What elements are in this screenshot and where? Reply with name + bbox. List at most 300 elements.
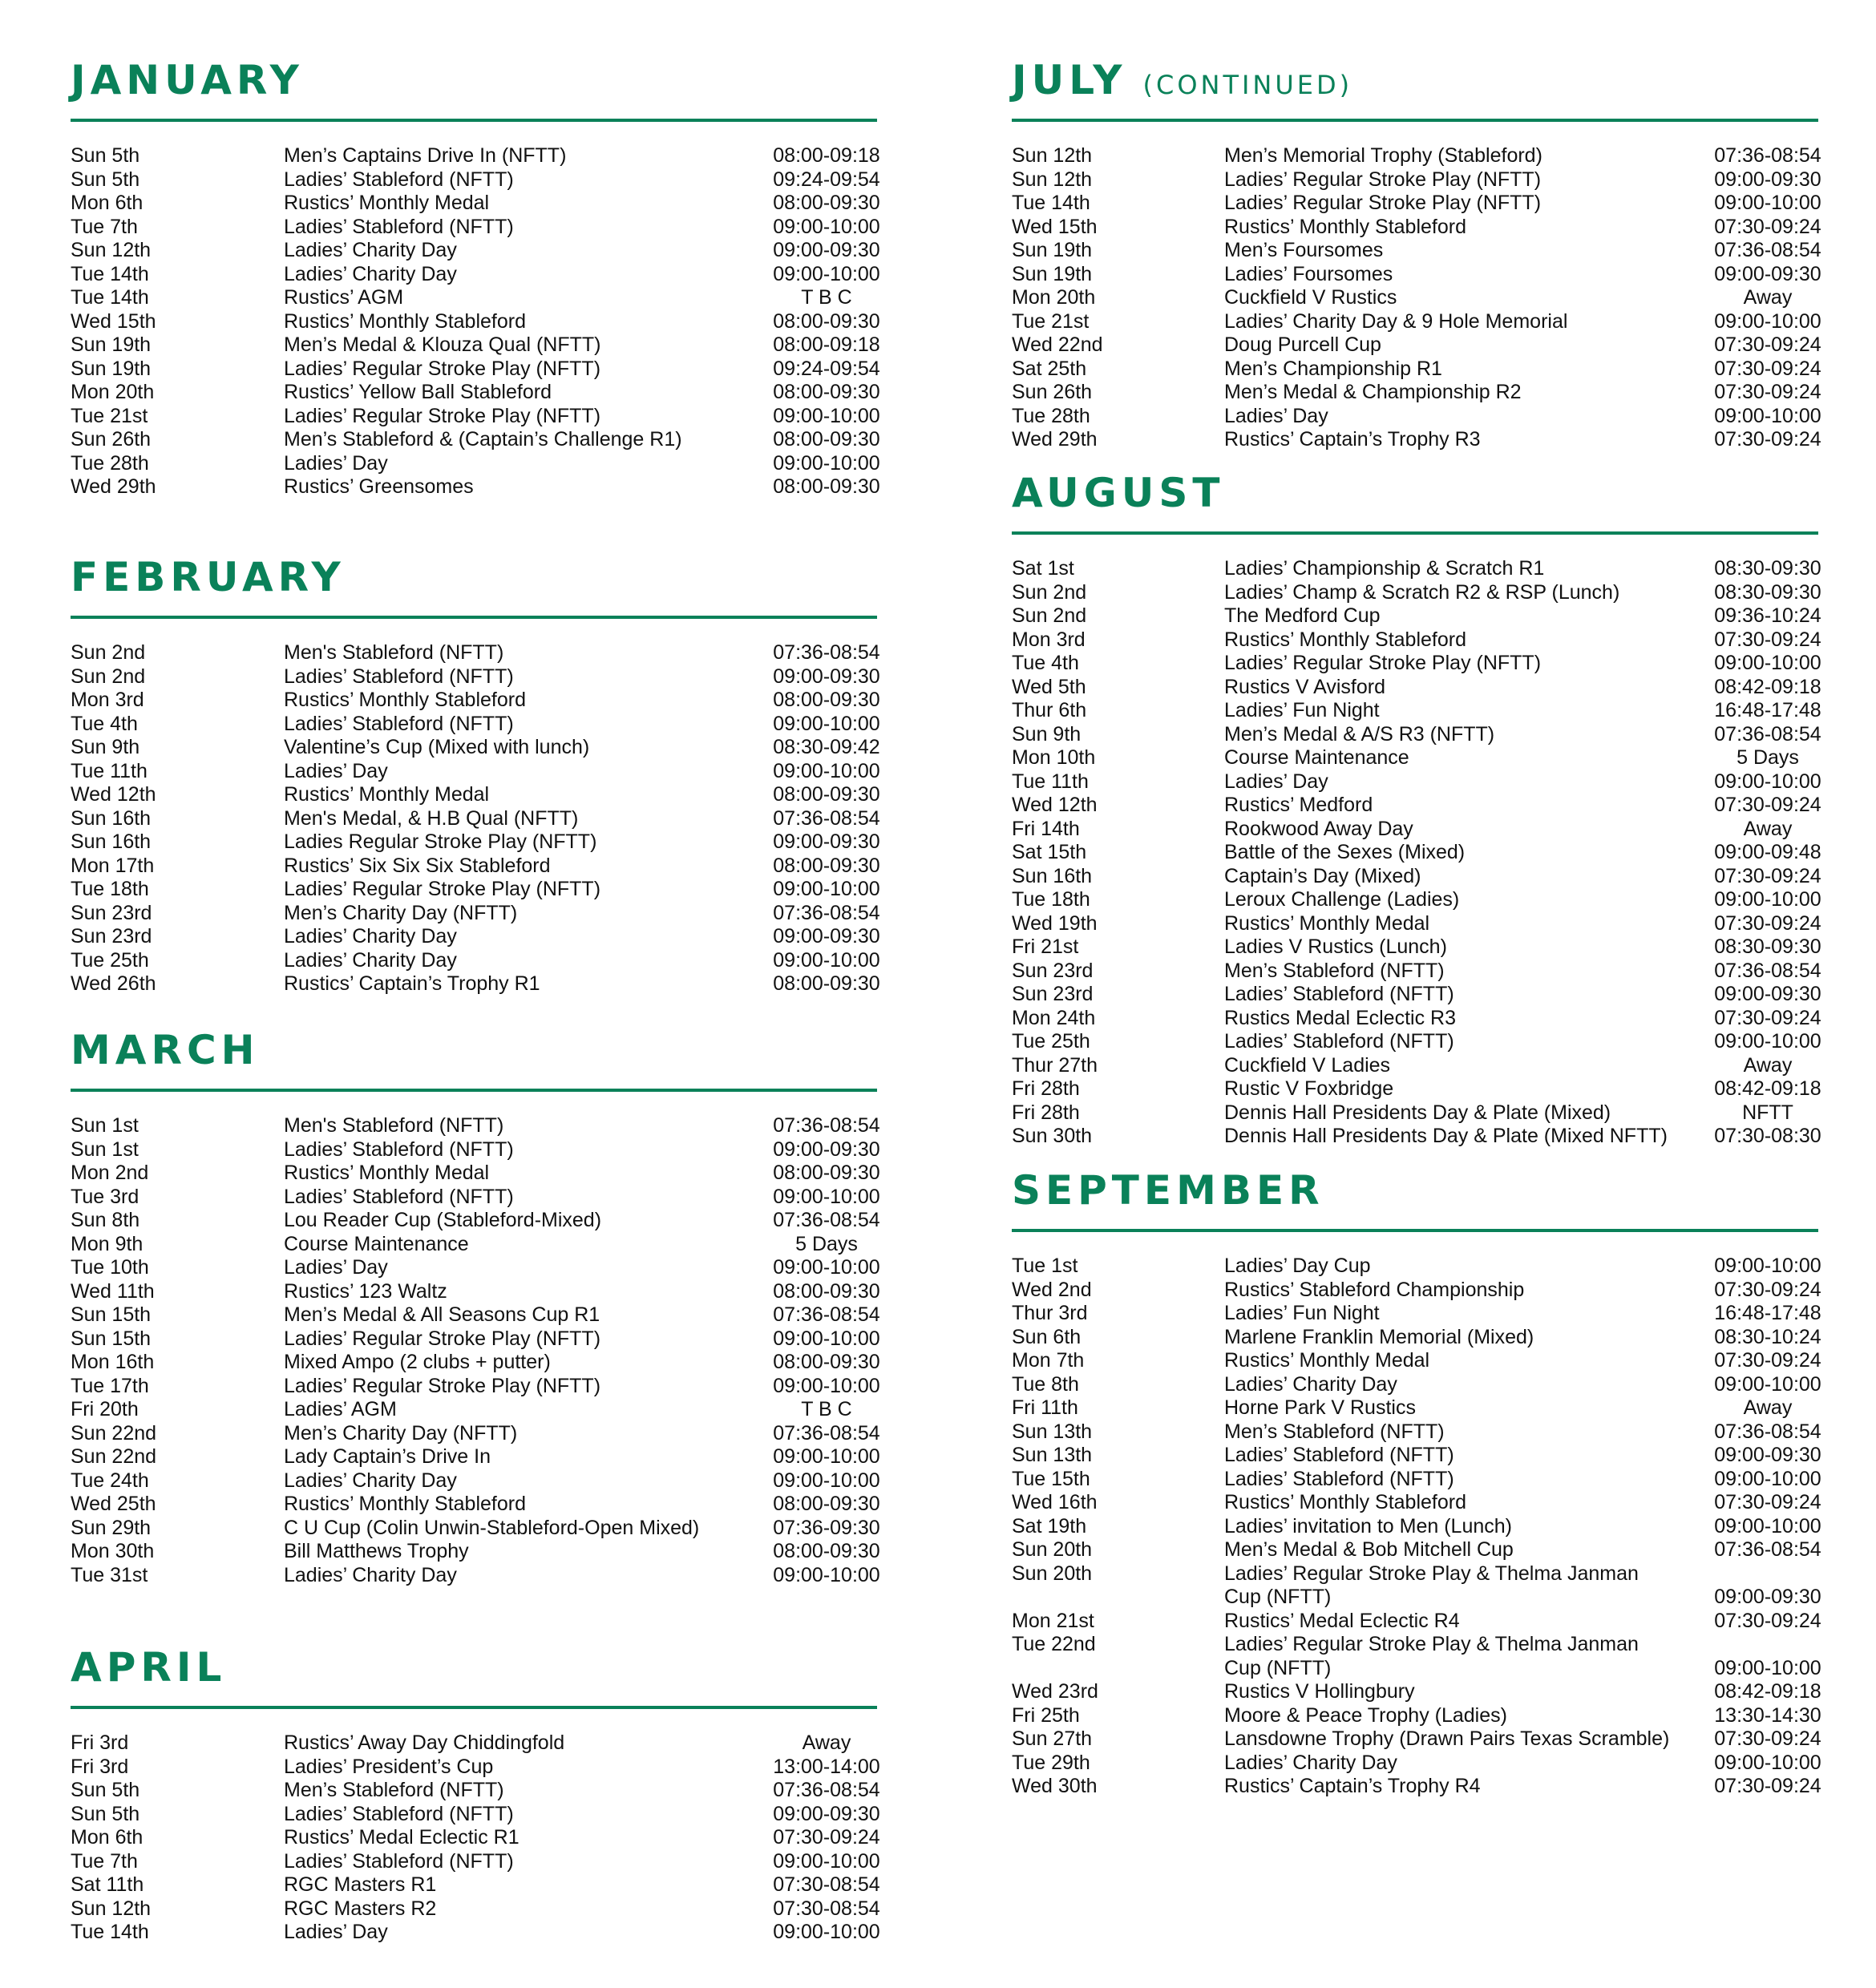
event-date: Mon 9th <box>71 1232 144 1255</box>
event-time: 09:00-10:00 <box>773 404 880 427</box>
event-date: Mon 20th <box>71 381 155 403</box>
event-name: Men’s Medal & A/S R3 (NFTT) <box>1224 722 1495 746</box>
event-date: Tue 14th <box>71 1921 149 1943</box>
event-time: 07:36-09:30 <box>773 1516 880 1539</box>
event-row <box>1012 1633 1830 1657</box>
event-name: Ladies’ Charity Day <box>284 262 457 285</box>
event-date: Tue 11th <box>71 759 148 782</box>
event-date: Fri 21st <box>1012 935 1079 958</box>
event-date: Tue 4th <box>1012 652 1079 674</box>
event-name: Ladies’ Charity Day <box>1224 1372 1397 1396</box>
event-time: 08:00-09:30 <box>773 381 880 403</box>
event-name: Men’s Memorial Trophy (Stableford) <box>1224 144 1542 167</box>
heading-divider <box>71 1706 877 1709</box>
event-row <box>71 144 888 168</box>
event-name: Ladies’ Charity Day <box>284 1469 457 1492</box>
event-name: Ladies’ Regular Stroke Play (NFTT) <box>284 1327 601 1350</box>
event-time: 16:48-17:48 <box>1714 1302 1821 1324</box>
event-name: Lou Reader Cup (Stableford-Mixed) <box>284 1209 602 1231</box>
event-date: Mon 17th <box>71 854 155 877</box>
event-date: Wed 11th <box>71 1279 155 1303</box>
event-row <box>1012 1727 1830 1752</box>
event-time: 09:00-10:00 <box>773 878 880 900</box>
event-date: Fri 11th <box>1012 1396 1078 1419</box>
month-title: JANUARY <box>71 57 304 103</box>
event-time: Away <box>1743 286 1793 309</box>
event-date: Tue 21st <box>71 404 148 427</box>
event-time: 09:00-10:00 <box>773 1185 880 1208</box>
event-date: Sun 1st <box>71 1114 139 1137</box>
event-row <box>71 1114 888 1138</box>
event-time: 08:00-09:30 <box>773 192 880 214</box>
event-row <box>71 641 888 665</box>
event-time: 09:00-09:48 <box>1714 841 1821 863</box>
event-name: Cup (NFTT) <box>1224 1656 1332 1679</box>
event-row <box>71 310 888 334</box>
event-name: Rustics’ Monthly Medal <box>1224 1349 1430 1372</box>
event-date: Mon 6th <box>71 1826 144 1849</box>
event-date: Tue 3rd <box>71 1185 139 1208</box>
event-time: 07:36-08:54 <box>1714 1420 1821 1443</box>
event-time: 07:30-09:24 <box>1714 1278 1821 1301</box>
event-row <box>1012 1279 1830 1303</box>
event-row <box>71 1422 888 1446</box>
event-time: 07:30-09:24 <box>1714 1775 1821 1797</box>
event-name: Ladies’ Stableford (NFTT) <box>284 712 514 735</box>
event-name: Rustics’ Monthly Medal <box>1224 911 1430 935</box>
month-title: APRIL <box>71 1644 227 1691</box>
event-row <box>71 783 888 807</box>
event-row <box>1012 628 1830 653</box>
event-date: Mon 16th <box>71 1351 155 1373</box>
event-time: 07:30-08:54 <box>773 1873 880 1896</box>
event-time: 09:00-10:00 <box>1714 1255 1821 1277</box>
event-time: 08:00-09:18 <box>773 333 880 356</box>
event-time: 5 Days <box>1737 746 1799 769</box>
event-name: Rustics’ Monthly Stableford <box>284 1493 526 1515</box>
event-date: Fri 25th <box>1012 1703 1080 1727</box>
event-list <box>1012 557 1830 1149</box>
event-date: Tue 22nd <box>1012 1633 1096 1655</box>
event-time: 07:36-08:54 <box>773 806 880 830</box>
event-date: Sun 5th <box>71 144 140 167</box>
event-date: Tue 21st <box>1012 309 1090 333</box>
event-time: 09:00-10:00 <box>773 1445 880 1468</box>
event-row <box>71 1256 888 1280</box>
event-row <box>71 1517 888 1541</box>
event-name: Rustics’ Monthly Stableford <box>1224 215 1466 238</box>
event-row <box>71 1850 888 1874</box>
event-date: Sun 2nd <box>71 641 146 664</box>
event-date: Tue 29th <box>1012 1751 1090 1774</box>
event-row <box>71 1897 888 1921</box>
event-name: Rustics’ Medal Eclectic R1 <box>284 1826 520 1849</box>
event-row <box>71 168 888 192</box>
event-date: Sun 12th <box>1012 144 1093 167</box>
event-time: 07:36-08:54 <box>1714 239 1821 261</box>
event-name: Men’s Captains Drive In (NFTT) <box>284 144 567 167</box>
event-name: Ladies’ Regular Stroke Play (NFTT) <box>1224 652 1542 674</box>
event-name: Ladies’ Day <box>284 759 388 782</box>
event-name: Rustics’ Monthly Medal <box>284 1162 490 1184</box>
event-time: Away <box>802 1731 851 1754</box>
event-time: 07:36-08:54 <box>1714 959 1821 982</box>
event-row <box>71 1327 888 1352</box>
event-time: 07:30-09:24 <box>1714 794 1821 816</box>
event-time: 09:00-10:00 <box>1714 1751 1821 1774</box>
event-row <box>71 1445 888 1469</box>
event-time: 09:00-10:00 <box>773 215 880 238</box>
event-time: 07:36-08:54 <box>773 1303 880 1326</box>
event-time: 07:30-09:24 <box>1714 215 1821 238</box>
event-time: 07:30-09:24 <box>1714 628 1821 651</box>
event-row <box>1012 1657 1830 1681</box>
event-time: 09:00-09:30 <box>773 239 880 261</box>
event-row <box>71 736 888 760</box>
event-row <box>71 1921 888 1945</box>
event-row <box>1012 1775 1830 1799</box>
event-date: Mon 10th <box>1012 746 1096 769</box>
event-date: Thur 6th <box>1012 699 1087 721</box>
event-row <box>71 263 888 287</box>
event-name: Ladies’ Regular Stroke Play (NFTT) <box>284 404 601 427</box>
event-date: Fri 28th <box>1012 1101 1080 1124</box>
event-row <box>1012 1302 1830 1326</box>
event-name: Ladies’ Regular Stroke Play (NFTT) <box>284 878 601 900</box>
event-name: Lady Captain’s Drive In <box>284 1445 491 1468</box>
event-row <box>71 1351 888 1375</box>
event-time: 09:00-10:00 <box>1714 770 1821 793</box>
event-row <box>1012 1396 1830 1420</box>
event-date: Sun 16th <box>71 830 152 853</box>
event-date: Tue 24th <box>71 1469 149 1492</box>
event-name: Rustics’ Six Six Six Stableford <box>284 854 551 877</box>
event-name: Ladies’ Stableford (NFTT) <box>284 1185 514 1208</box>
event-date: Sun 26th <box>1012 381 1093 403</box>
event-name: Cuckfield V Ladies <box>1224 1053 1391 1077</box>
event-name: Ladies’ Day <box>284 451 388 475</box>
event-date: Sun 23rd <box>1012 959 1094 982</box>
event-name: Ladies’ Foursomes <box>1224 262 1393 285</box>
event-name: Mixed Ampo (2 clubs + putter) <box>284 1351 551 1373</box>
event-date: Sun 1st <box>71 1137 139 1161</box>
event-name: Rustics’ Monthly Medal <box>284 192 490 214</box>
event-date: Sun 19th <box>1012 262 1093 285</box>
event-time: 08:00-09:30 <box>773 1540 880 1562</box>
event-name: Rustics’ Monthly Stableford <box>284 689 526 711</box>
event-date: Sun 8th <box>71 1209 140 1231</box>
event-date: Sat 1st <box>1012 557 1074 580</box>
event-date: Tue 18th <box>1012 888 1090 911</box>
event-date: Mon 24th <box>1012 1006 1096 1029</box>
event-name: Rustics V Hollingbury <box>1224 1680 1415 1703</box>
event-time: 09:00-10:00 <box>773 1469 880 1492</box>
event-row <box>1012 841 1830 865</box>
event-name: Ladies’ Stableford (NFTT) <box>1224 1030 1454 1053</box>
event-name: Ladies Regular Stroke Play (NFTT) <box>284 830 597 853</box>
event-time: 07:30-09:24 <box>1714 1006 1821 1029</box>
event-name: Ladies’ Charity Day <box>1224 1751 1397 1774</box>
event-name: Ladies’ Regular Stroke Play & Thelma Janman <box>1224 1633 1639 1655</box>
event-time: 08:00-09:30 <box>773 783 880 806</box>
event-time: 08:42-09:18 <box>1714 1077 1821 1100</box>
event-row <box>1012 960 1830 984</box>
event-time: 09:00-10:00 <box>1714 1030 1821 1053</box>
event-name: Leroux Challenge (Ladies) <box>1224 888 1460 911</box>
event-name: Men’s Foursomes <box>1224 239 1384 261</box>
event-time: 09:00-10:00 <box>773 759 880 782</box>
month-subtitle: (CONTINUED) <box>1142 70 1353 100</box>
event-name: Rustics’ Captain’s Trophy R3 <box>1224 428 1481 451</box>
event-time: 09:00-10:00 <box>1714 309 1821 333</box>
event-row <box>1012 1255 1830 1279</box>
event-date: Tue 25th <box>1012 1030 1090 1053</box>
event-name: Ladies’ Stableford (NFTT) <box>284 665 514 688</box>
event-date: Tue 1st <box>1012 1255 1078 1277</box>
event-row <box>71 1398 888 1422</box>
event-row <box>71 1162 888 1186</box>
event-name: Ladies V Rustics (Lunch) <box>1224 935 1447 958</box>
event-date: Tue 15th <box>1012 1467 1090 1490</box>
event-row <box>1012 1444 1830 1468</box>
event-name: Ladies’ Stableford (NFTT) <box>1224 983 1454 1005</box>
event-name: Rustics’ Monthly Stableford <box>1224 1491 1466 1513</box>
event-date: Sun 23rd <box>71 901 152 924</box>
event-row <box>1012 794 1830 818</box>
event-row <box>71 925 888 949</box>
event-time: 08:00-09:30 <box>773 689 880 711</box>
event-name: RGC Masters R1 <box>284 1873 437 1896</box>
event-time: Away <box>1743 1396 1793 1419</box>
event-row <box>1012 770 1830 794</box>
event-name: Men’s Stableford (NFTT) <box>1224 959 1445 982</box>
event-time: 13:30-14:30 <box>1714 1703 1821 1727</box>
event-time: 13:00-14:00 <box>773 1755 880 1778</box>
event-row <box>1012 1538 1830 1562</box>
event-date: Wed 23rd <box>1012 1680 1098 1703</box>
event-date: Sun 29th <box>71 1516 152 1539</box>
event-date: Sun 15th <box>71 1327 152 1350</box>
event-row <box>1012 888 1830 912</box>
event-row <box>1012 935 1830 960</box>
event-name: Rustics Medal Eclectic R3 <box>1224 1006 1456 1029</box>
event-date: Fri 28th <box>1012 1077 1080 1100</box>
event-time: 09:00-10:00 <box>773 1921 880 1943</box>
event-time: 09:00-09:30 <box>1714 262 1821 285</box>
event-date: Sun 22nd <box>71 1421 157 1445</box>
event-date: Mon 20th <box>1012 286 1096 309</box>
event-time: 08:00-09:30 <box>773 972 880 995</box>
event-name: Marlene Franklin Memorial (Mixed) <box>1224 1325 1534 1348</box>
event-time: 16:48-17:48 <box>1714 699 1821 721</box>
event-time: 5 Days <box>795 1232 858 1255</box>
event-date: Thur 3rd <box>1012 1302 1088 1324</box>
event-list <box>71 641 888 996</box>
event-row <box>1012 723 1830 747</box>
event-date: Sun 20th <box>1012 1538 1093 1561</box>
event-name: C U Cup (Colin Unwin-Stableford-Open Mixed) <box>284 1516 700 1539</box>
event-row <box>1012 192 1830 216</box>
event-row <box>71 1209 888 1233</box>
month-title: AUGUST <box>1012 470 1225 516</box>
event-time: 09:00-10:00 <box>1714 1372 1821 1396</box>
event-row <box>1012 983 1830 1007</box>
event-date: Tue 14th <box>1012 192 1090 214</box>
event-time: 07:30-09:24 <box>1714 381 1821 403</box>
event-time: Away <box>1743 1053 1793 1077</box>
event-name: Rustics’ 123 Waltz <box>284 1279 447 1303</box>
event-row <box>71 216 888 240</box>
event-time: 08:42-09:18 <box>1714 1680 1821 1703</box>
event-date: Wed 29th <box>71 475 156 498</box>
event-date: Sun 30th <box>1012 1125 1093 1147</box>
event-row <box>71 1731 888 1756</box>
event-date: Mon 30th <box>71 1540 155 1562</box>
event-row <box>1012 557 1830 581</box>
event-date: Sun 9th <box>1012 722 1082 746</box>
event-date: Tue 4th <box>71 712 138 735</box>
event-name: Ladies’ Stableford (NFTT) <box>284 215 514 238</box>
month-title: MARCH <box>71 1027 260 1073</box>
event-row <box>1012 1077 1830 1101</box>
event-date: Sun 5th <box>71 168 140 191</box>
event-row <box>1012 912 1830 936</box>
event-name: Ladies’ invitation to Men (Lunch) <box>1224 1514 1512 1537</box>
event-time: 08:00-09:30 <box>773 428 880 451</box>
event-time: 07:36-08:54 <box>773 1779 880 1801</box>
event-date: Fri 3rd <box>71 1731 129 1754</box>
event-row <box>71 405 888 429</box>
event-time: 08:30-09:30 <box>1714 557 1821 580</box>
event-row <box>1012 818 1830 842</box>
event-time: 08:30-09:30 <box>1714 580 1821 604</box>
event-date: Wed 12th <box>1012 794 1098 816</box>
event-name: Ladies’ Championship & Scratch R1 <box>1224 557 1545 580</box>
month-title: JULY <box>1012 57 1127 103</box>
event-row <box>71 807 888 831</box>
event-name: Ladies’ Regular Stroke Play & Thelma Janman <box>1224 1562 1639 1585</box>
event-time: 09:00-10:00 <box>1714 888 1821 911</box>
event-row <box>1012 1610 1830 1634</box>
month-title: FEBRUARY <box>71 554 346 600</box>
event-name: Ladies’ Stableford (NFTT) <box>284 1849 514 1873</box>
event-name: Ladies’ Stableford (NFTT) <box>1224 1467 1454 1490</box>
event-time: 07:36-08:54 <box>773 1421 880 1445</box>
event-name: Rustics’ Greensomes <box>284 475 474 498</box>
event-name: Rustics’ Medford <box>1224 794 1373 816</box>
event-time: Away <box>1743 817 1793 840</box>
event-row <box>71 1873 888 1897</box>
event-time: 09:00-09:30 <box>773 665 880 688</box>
event-time: 09:00-10:00 <box>773 1374 880 1397</box>
event-row <box>71 381 888 405</box>
event-time: 09:00-09:30 <box>773 925 880 948</box>
event-row <box>1012 699 1830 723</box>
event-time: 09:00-10:00 <box>773 948 880 972</box>
event-row <box>1012 1007 1830 1031</box>
event-time: 07:36-08:54 <box>773 901 880 924</box>
event-name: Lansdowne Trophy (Drawn Pairs Texas Scramble) <box>1224 1727 1670 1750</box>
event-row <box>71 1826 888 1850</box>
event-name: Ladies’ Regular Stroke Play (NFTT) <box>284 357 601 380</box>
event-row <box>71 713 888 737</box>
event-row <box>1012 1515 1830 1539</box>
event-row <box>71 1375 888 1399</box>
event-name: Ladies’ Champ & Scratch R2 & RSP (Lunch) <box>1224 580 1620 604</box>
month-heading <box>71 56 304 104</box>
heading-divider <box>1012 119 1818 122</box>
event-row <box>71 1564 888 1588</box>
event-row <box>71 1779 888 1803</box>
event-date: Wed 26th <box>71 972 156 995</box>
event-name: Men’s Medal & Klouza Qual (NFTT) <box>284 333 601 356</box>
event-date: Wed 25th <box>71 1493 156 1515</box>
event-date: Thur 27th <box>1012 1053 1098 1077</box>
event-name: Ladies’ Charity Day <box>284 948 457 972</box>
event-time: 08:00-09:30 <box>773 475 880 498</box>
event-name: Men’s Medal & Championship R2 <box>1224 381 1522 403</box>
event-date: Sun 16th <box>1012 864 1093 887</box>
event-row <box>71 830 888 855</box>
event-time: 07:30-09:24 <box>1714 333 1821 356</box>
event-row <box>1012 865 1830 889</box>
event-time: 07:36-08:54 <box>1714 1538 1821 1561</box>
event-row <box>1012 144 1830 168</box>
event-name: Ladies’ Stableford (NFTT) <box>284 168 514 191</box>
event-row <box>1012 333 1830 358</box>
event-row <box>71 1280 888 1304</box>
event-name: Captain’s Day (Mixed) <box>1224 864 1421 887</box>
event-time: 07:36-08:54 <box>773 1114 880 1137</box>
event-date: Wed 29th <box>1012 428 1098 451</box>
event-time: 07:36-08:54 <box>1714 722 1821 746</box>
month-heading <box>71 1026 260 1074</box>
event-row <box>71 1186 888 1210</box>
event-date: Sun 19th <box>71 357 152 380</box>
event-date: Tue 31st <box>71 1563 148 1586</box>
event-date: Mon 3rd <box>71 689 144 711</box>
event-time: 08:00-09:30 <box>773 1279 880 1303</box>
event-date: Sun 9th <box>71 736 140 758</box>
event-date: Sun 20th <box>1012 1562 1093 1585</box>
event-date: Tue 10th <box>71 1256 149 1279</box>
event-time: 09:00-10:00 <box>773 1849 880 1873</box>
event-row <box>1012 1491 1830 1515</box>
event-date: Fri 3rd <box>71 1755 129 1778</box>
event-time: 09:00-10:00 <box>1714 1656 1821 1679</box>
event-date: Sun 13th <box>1012 1420 1093 1443</box>
event-row <box>1012 652 1830 676</box>
event-time: 07:30-09:24 <box>1714 1491 1821 1513</box>
event-name: Men’s Stableford (NFTT) <box>284 1779 504 1801</box>
event-date: Sun 13th <box>1012 1444 1093 1466</box>
month-title: SEPTEMBER <box>1012 1167 1324 1214</box>
heading-divider <box>71 1089 877 1092</box>
heading-divider <box>71 119 877 122</box>
event-row <box>1012 216 1830 240</box>
event-date: Sat 19th <box>1012 1514 1087 1537</box>
event-time: 07:30-09:24 <box>1714 864 1821 887</box>
event-date: Sun 26th <box>71 428 152 451</box>
event-name: Rustics V Avisford <box>1224 675 1386 698</box>
event-time: 07:36-08:54 <box>1714 144 1821 167</box>
event-date: Mon 2nd <box>71 1162 149 1184</box>
event-time: 09:36-10:24 <box>1714 604 1821 627</box>
event-date: Sun 15th <box>71 1303 152 1326</box>
event-time: 08:30-09:30 <box>1714 935 1821 958</box>
event-row <box>1012 746 1830 770</box>
event-date: Wed 12th <box>71 783 156 806</box>
